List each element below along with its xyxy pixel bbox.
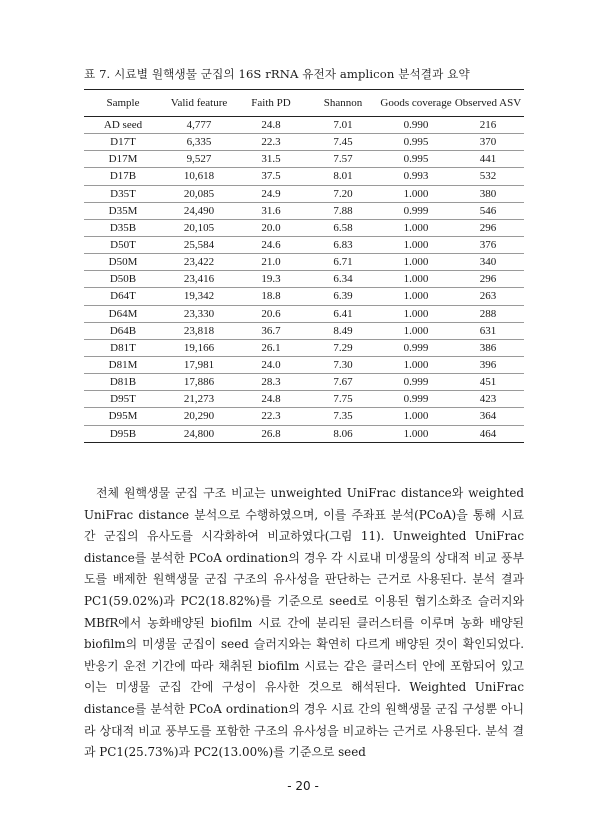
value-cell: 340 [452,254,524,271]
value-cell: 423 [452,391,524,408]
value-cell: 23,422 [162,254,236,271]
value-cell: 24.9 [236,185,306,202]
table-caption: 표 7. 시료별 원핵생물 군집의 16S rRNA 유전자 amplicon 분석결과 요약 [84,67,470,81]
table-row [84,185,524,202]
value-cell: 396 [452,356,524,373]
table-row [84,408,524,425]
value-cell: 21,273 [162,391,236,408]
value-cell: 6,335 [162,134,236,151]
value-cell: 451 [452,374,524,391]
value-cell: 18.8 [236,288,306,305]
column-header: Shannon [306,90,380,117]
value-cell: 23,330 [162,305,236,322]
value-cell: 7.29 [306,339,380,356]
column-header: Faith PD [236,90,306,117]
value-cell: 1.000 [380,425,452,442]
value-cell: 1.000 [380,356,452,373]
value-cell: 23,416 [162,271,236,288]
sample-cell: D64M [84,305,162,322]
value-cell: 1.000 [380,185,452,202]
value-cell: 0.999 [380,339,452,356]
table-row [84,236,524,253]
table-row [84,322,524,339]
value-cell: 0.999 [380,391,452,408]
value-cell: 4,777 [162,117,236,134]
value-cell: 24.8 [236,391,306,408]
value-cell: 22.3 [236,134,306,151]
value-cell: 31.5 [236,151,306,168]
value-cell: 25,584 [162,236,236,253]
value-cell: 7.88 [306,202,380,219]
value-cell: 380 [452,185,524,202]
sample-cell: D81M [84,356,162,373]
table-row [84,202,524,219]
value-cell: 7.57 [306,151,380,168]
column-header: Goods coverage [380,90,452,117]
value-cell: 24,800 [162,425,236,442]
value-cell: 1.000 [380,305,452,322]
sample-cell: D17B [84,168,162,185]
sample-cell: D64B [84,322,162,339]
value-cell: 19,342 [162,288,236,305]
value-cell: 216 [452,117,524,134]
value-cell: 1.000 [380,254,452,271]
value-cell: 7.45 [306,134,380,151]
sample-cell: D35B [84,219,162,236]
value-cell: 296 [452,271,524,288]
value-cell: 1.000 [380,219,452,236]
value-cell: 6.41 [306,305,380,322]
value-cell: 31.6 [236,202,306,219]
sample-cell: D81T [84,339,162,356]
value-cell: 26.8 [236,425,306,442]
value-cell: 441 [452,151,524,168]
value-cell: 17,886 [162,374,236,391]
value-cell: 7.20 [306,185,380,202]
value-cell: 8.06 [306,425,380,442]
value-cell: 8.01 [306,168,380,185]
value-cell: 263 [452,288,524,305]
value-cell: 24,490 [162,202,236,219]
value-cell: 20.6 [236,305,306,322]
table-row [84,151,524,168]
value-cell: 296 [452,219,524,236]
value-cell: 26.1 [236,339,306,356]
table-row [84,339,524,356]
value-cell: 0.995 [380,134,452,151]
value-cell: 0.999 [380,374,452,391]
value-cell: 370 [452,134,524,151]
value-cell: 288 [452,305,524,322]
value-cell: 532 [452,168,524,185]
table-row [84,168,524,185]
value-cell: 6.39 [306,288,380,305]
value-cell: 7.67 [306,374,380,391]
value-cell: 0.990 [380,117,452,134]
column-header: Valid feature [162,90,236,117]
value-cell: 6.34 [306,271,380,288]
value-cell: 36.7 [236,322,306,339]
table-header-row [84,90,524,117]
value-cell: 631 [452,322,524,339]
table-row [84,271,524,288]
value-cell: 376 [452,236,524,253]
table-row [84,305,524,322]
value-cell: 21.0 [236,254,306,271]
sample-cell: D50T [84,236,162,253]
value-cell: 0.993 [380,168,452,185]
value-cell: 28.3 [236,374,306,391]
page-number: - 20 - [287,779,319,793]
value-cell: 386 [452,339,524,356]
value-cell: 364 [452,408,524,425]
value-cell: 6.71 [306,254,380,271]
value-cell: 20.0 [236,219,306,236]
body-paragraph: 전체 원핵생물 군집 구조 비교는 unweighted UniFrac distance와 weighted UniFrac distance 분석으로 수행하였으며, 이를 주좌표 분석(PCoA)을 통해 시료 간 군집의 유사도를 시각화하여 비교하였다(그림 11). Unweighted UniFrac distance를 분석한 PCoA ordination의 경우 각 시료내 미생물의 상대적 비교 풍부도를 배제한 원핵생물 군집 구조의 유사성을 판단하는 근거로 사용된다. 분석 결과 PC1(59.02%)과 PC2(18.82%)를 기준으로 seed로 이용된 혐기소화조 슬러지와 MBfR에서 농화배양된 biofilm 시료 간에 분리된 클러스터를 이루며 농화 배양된 biofilm의 미생물 군집이 seed 슬러지와는 확연히 다르게 배양된 것이 확인되었다. 반응기 운전 기간에 따라 채취된 biofilm 시료는 같은 클러스터 안에 포함되어 있고 이는 미생물 군집 간에 구성이 유사한 것으로 해석된다. Weighted UniFrac distance를 분석한 PCoA ordination의 경우 시료 간의 원핵생물 군집 구성뿐 아니라 상대적 비교 풍부도를 포함한 구조의 유사성을 비교하는 근거로 사용된다. 분석 결과 PC1(25.73%)과 PC2(13.00%)를 기준으로 seed [84,486,524,760]
value-cell: 19,166 [162,339,236,356]
value-cell: 37.5 [236,168,306,185]
sample-cell: D95T [84,391,162,408]
table-row [84,219,524,236]
value-cell: 23,818 [162,322,236,339]
value-cell: 1.000 [380,322,452,339]
column-header: Observed ASV [452,90,524,117]
value-cell: 1.000 [380,288,452,305]
sample-cell: D95B [84,425,162,442]
value-cell: 8.49 [306,322,380,339]
table-row [84,254,524,271]
sample-cell: D81B [84,374,162,391]
value-cell: 6.58 [306,219,380,236]
table-row [84,391,524,408]
sample-cell: D35M [84,202,162,219]
table-row [84,288,524,305]
sample-cell: D95M [84,408,162,425]
value-cell: 6.83 [306,236,380,253]
value-cell: 1.000 [380,236,452,253]
value-cell: 464 [452,425,524,442]
value-cell: 0.999 [380,202,452,219]
value-cell: 7.75 [306,391,380,408]
table-row [84,134,524,151]
value-cell: 0.995 [380,151,452,168]
value-cell: 546 [452,202,524,219]
value-cell: 24.8 [236,117,306,134]
table-row [84,356,524,373]
value-cell: 1.000 [380,271,452,288]
value-cell: 1.000 [380,408,452,425]
value-cell: 20,105 [162,219,236,236]
sample-cell: D17T [84,134,162,151]
sample-cell: D64T [84,288,162,305]
sample-cell: D50B [84,271,162,288]
table-row [84,374,524,391]
value-cell: 24.0 [236,356,306,373]
table-row [84,425,524,442]
value-cell: 20,085 [162,185,236,202]
value-cell: 17,981 [162,356,236,373]
value-cell: 9,527 [162,151,236,168]
sample-cell: AD seed [84,117,162,134]
sample-cell: D50M [84,254,162,271]
value-cell: 20,290 [162,408,236,425]
value-cell: 24.6 [236,236,306,253]
table-body [84,117,524,443]
column-header: Sample [84,90,162,117]
summary-table [84,89,524,443]
value-cell: 10,618 [162,168,236,185]
value-cell: 19.3 [236,271,306,288]
sample-cell: D17M [84,151,162,168]
value-cell: 22.3 [236,408,306,425]
value-cell: 7.35 [306,408,380,425]
table-row [84,117,524,134]
value-cell: 7.30 [306,356,380,373]
value-cell: 7.01 [306,117,380,134]
sample-cell: D35T [84,185,162,202]
